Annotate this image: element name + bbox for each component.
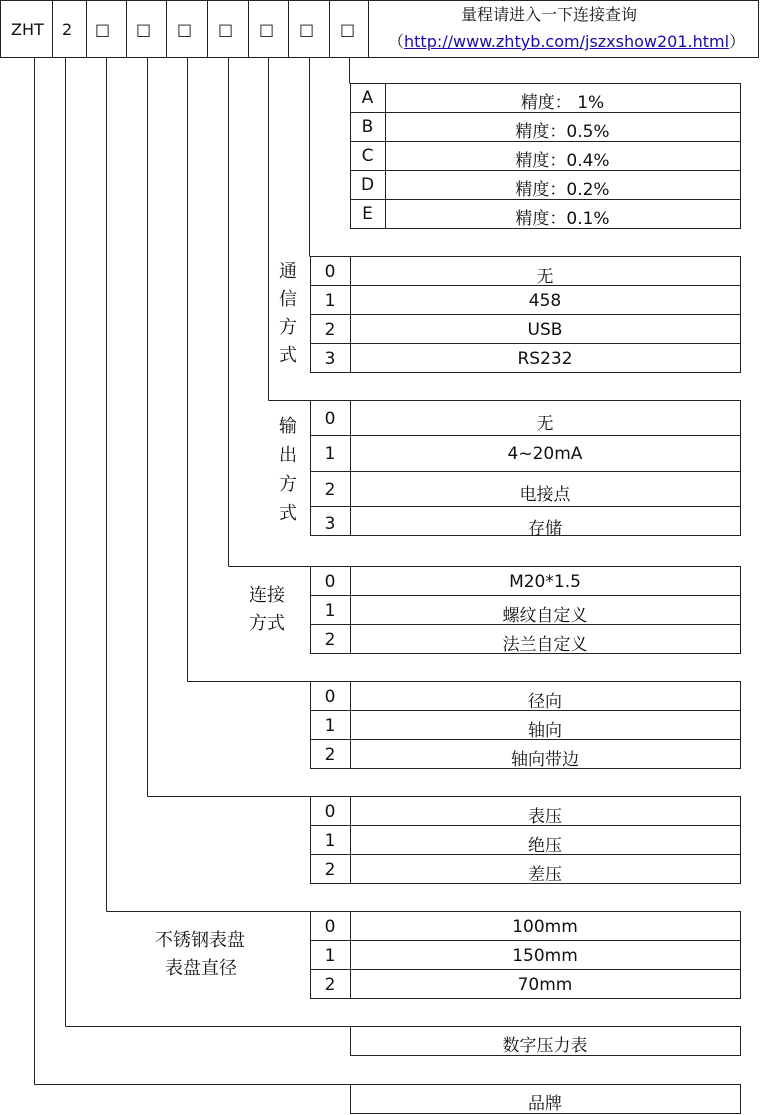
pressure-value-2: 差压 bbox=[528, 865, 562, 885]
pressure-value-0: 表压 bbox=[528, 807, 562, 827]
output-value-1: 4~20mA bbox=[507, 444, 583, 464]
accuracy-code-e: E bbox=[362, 204, 373, 224]
connection-label-line-1: 连接 bbox=[249, 585, 285, 606]
comm-label-char-2: 信 bbox=[279, 289, 297, 310]
url-line bbox=[388, 34, 745, 50]
mounting-value-1: 轴向 bbox=[528, 721, 562, 741]
comm-code-1: 1 bbox=[324, 291, 336, 311]
paren-close: ） bbox=[729, 32, 746, 51]
pressure-value-1: 绝压 bbox=[528, 836, 562, 856]
output-value-0: 无 bbox=[536, 414, 554, 434]
comm-code-2: 2 bbox=[324, 320, 336, 340]
accuracy-code-c: C bbox=[361, 146, 374, 166]
paren-open: （ bbox=[388, 32, 405, 51]
query-link[interactable]: http://www.zhtyb.com/jszxshow201.html bbox=[404, 32, 730, 51]
connection-code-2: 2 bbox=[324, 630, 336, 650]
connection-value-2: 法兰自定义 bbox=[502, 635, 588, 655]
accuracy-code-a: A bbox=[361, 88, 374, 108]
accuracy-value-e: 精度：0.1% bbox=[515, 209, 610, 229]
output-code-0: 0 bbox=[324, 409, 336, 429]
code-cell-comm: □ bbox=[299, 20, 315, 39]
comm-label-char-4: 式 bbox=[279, 345, 297, 366]
output-value-2: 电接点 bbox=[519, 485, 571, 505]
mounting-code-1: 1 bbox=[324, 716, 336, 736]
output-label-char-1: 输 bbox=[279, 416, 297, 437]
comm-value-1: 458 bbox=[528, 291, 562, 311]
output-value-3: 存储 bbox=[528, 519, 562, 539]
code-cell-output: □ bbox=[259, 20, 275, 39]
code-cell-type: 2 bbox=[62, 20, 73, 39]
output-code-1: 1 bbox=[324, 444, 336, 464]
dial-value-2: 70mm bbox=[517, 975, 573, 995]
mounting-code-2: 2 bbox=[324, 745, 336, 765]
output-code-2: 2 bbox=[324, 480, 336, 500]
pressure-code-1: 1 bbox=[324, 831, 336, 851]
code-cell-dial: □ bbox=[95, 20, 111, 39]
dial-code-0: 0 bbox=[324, 917, 336, 937]
accuracy-value-d: 精度：0.2% bbox=[515, 180, 610, 200]
pressure-code-0: 0 bbox=[324, 802, 336, 822]
brand-box: 品牌 bbox=[528, 1094, 562, 1114]
mounting-code-0: 0 bbox=[324, 687, 336, 707]
accuracy-code-d: D bbox=[360, 175, 375, 195]
comm-value-0: 无 bbox=[536, 267, 554, 287]
connection-label-line-2: 方式 bbox=[249, 613, 285, 634]
connection-value-1: 螺纹自定义 bbox=[502, 606, 588, 626]
accuracy-code-b: B bbox=[361, 117, 374, 137]
dial-code-2: 2 bbox=[324, 975, 336, 995]
comm-label-char-3: 方 bbox=[279, 317, 297, 338]
dial-label-line-2: 表盘直径 bbox=[165, 958, 237, 979]
range-note: 量程请进入一下连接查询 bbox=[461, 5, 638, 24]
comm-label-char-1: 通 bbox=[279, 261, 297, 282]
code-cell-mounting: □ bbox=[177, 20, 193, 39]
mounting-value-2: 轴向带边 bbox=[511, 750, 579, 770]
output-label-char-3: 方 bbox=[279, 474, 297, 495]
comm-value-2: USB bbox=[527, 320, 563, 340]
code-cell-connection: □ bbox=[218, 20, 234, 39]
connection-code-0: 0 bbox=[324, 572, 336, 592]
output-label-char-4: 式 bbox=[279, 503, 297, 524]
code-cell-pressure-type: □ bbox=[136, 20, 152, 39]
accuracy-value-b: 精度：0.5% bbox=[515, 122, 610, 142]
product-type-box: 数字压力表 bbox=[502, 1036, 588, 1056]
dial-code-1: 1 bbox=[324, 946, 336, 966]
dial-value-1: 150mm bbox=[512, 946, 578, 966]
comm-code-3: 3 bbox=[324, 349, 336, 369]
dial-value-0: 100mm bbox=[512, 917, 578, 937]
connection-code-1: 1 bbox=[324, 601, 336, 621]
dial-label-line-1: 不锈钢表盘 bbox=[155, 930, 245, 951]
accuracy-value-c: 精度：0.4% bbox=[515, 151, 610, 171]
accuracy-value-a: 精度： 1% bbox=[520, 93, 605, 113]
code-cell-brand: ZHT bbox=[11, 20, 44, 39]
connection-value-0: M20*1.5 bbox=[509, 572, 581, 592]
comm-code-0: 0 bbox=[324, 262, 336, 282]
mounting-value-0: 径向 bbox=[528, 692, 562, 712]
comm-value-3: RS232 bbox=[517, 349, 573, 369]
code-cell-accuracy: □ bbox=[340, 20, 356, 39]
output-code-3: 3 bbox=[324, 514, 336, 534]
pressure-code-2: 2 bbox=[324, 860, 336, 880]
output-label-char-2: 出 bbox=[279, 445, 297, 466]
